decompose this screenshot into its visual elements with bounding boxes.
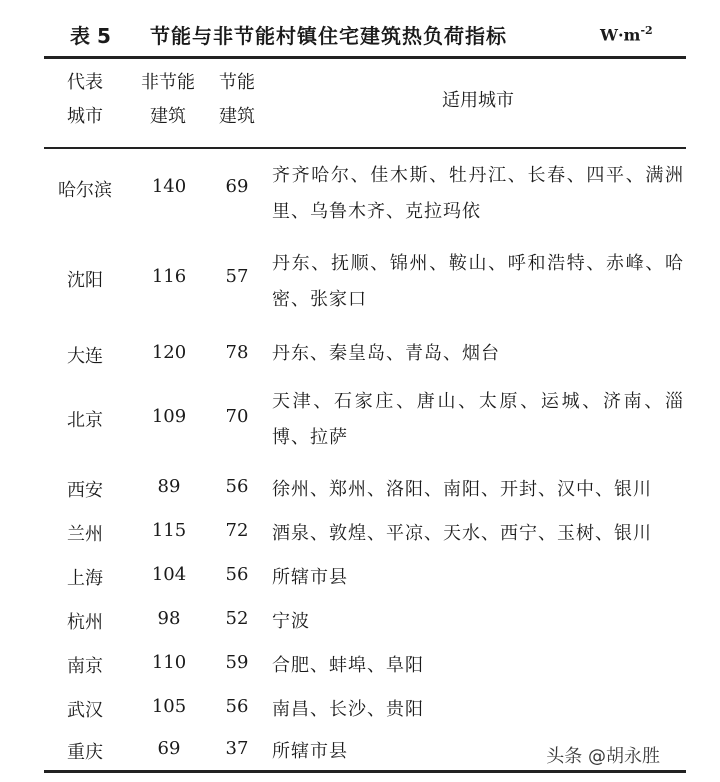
row-energy: 37 (225, 738, 249, 759)
row-applicable: 南昌、长沙、贵阳 (272, 699, 424, 720)
row-non-energy: 110 (151, 652, 187, 673)
unit-exponent: -2 (640, 24, 653, 37)
header-rule (44, 147, 686, 149)
bottom-rule (44, 770, 686, 773)
row-applicable: 合肥、蚌埠、阜阳 (272, 655, 424, 676)
row-city: 北京 (67, 410, 103, 431)
header-city-line2: 城市 (67, 106, 103, 127)
row-applicable: 天津、石家庄、唐山、太原、运城、济南、淄博、拉萨 (272, 391, 684, 448)
top-rule (44, 56, 686, 59)
row-energy: 70 (225, 406, 249, 427)
table-row (44, 604, 686, 640)
row-non-energy: 116 (151, 266, 187, 287)
row-city: 哈尔滨 (58, 180, 112, 201)
table-row (44, 246, 686, 318)
row-city: 上海 (67, 568, 103, 589)
row-city: 武汉 (67, 700, 103, 721)
header-non-energy-line1: 非节能 (141, 72, 195, 93)
row-city: 沈阳 (67, 270, 103, 291)
table-row (44, 384, 686, 456)
row-energy: 72 (225, 520, 249, 541)
row-city: 重庆 (67, 742, 103, 763)
table-row (44, 336, 686, 372)
header-energy-line1: 节能 (219, 72, 255, 93)
row-non-energy: 104 (151, 564, 187, 585)
row-city: 杭州 (67, 612, 103, 633)
row-applicable: 所辖市县 (272, 567, 348, 588)
table-row (44, 692, 686, 728)
row-non-energy: 109 (151, 406, 187, 427)
header-non-energy (128, 66, 208, 134)
row-applicable: 酒泉、敦煌、平凉、天水、西宁、玉树、银川 (272, 523, 652, 544)
row-non-energy: 98 (157, 608, 181, 629)
row-non-energy: 140 (151, 176, 187, 197)
row-energy: 56 (225, 696, 249, 717)
row-energy: 56 (225, 564, 249, 585)
table-caption (0, 14, 720, 50)
table-row (44, 560, 686, 596)
row-applicable: 宁波 (272, 611, 310, 632)
header-non-energy-line2: 建筑 (150, 106, 186, 127)
table-row (44, 158, 686, 230)
table-unit (600, 24, 653, 44)
header-city (50, 66, 120, 134)
row-energy: 57 (225, 266, 249, 287)
unit-base: W·m (600, 25, 641, 45)
table-row (44, 648, 686, 684)
row-city: 西安 (67, 480, 103, 501)
row-non-energy: 115 (151, 520, 187, 541)
row-energy: 59 (225, 652, 249, 673)
row-city: 大连 (67, 346, 103, 367)
row-non-energy: 105 (151, 696, 187, 717)
row-city: 南京 (67, 656, 103, 677)
row-applicable: 所辖市县 (272, 741, 348, 762)
table-row (44, 516, 686, 552)
row-energy: 69 (225, 176, 249, 197)
row-city: 兰州 (67, 524, 103, 545)
row-applicable: 丹东、抚顺、锦州、鞍山、呼和浩特、赤峰、哈密、张家口 (272, 253, 684, 310)
row-energy: 78 (225, 342, 249, 363)
row-applicable: 齐齐哈尔、佳木斯、牡丹江、长春、四平、满洲里、乌鲁木齐、克拉玛依 (272, 165, 684, 222)
header-energy (212, 66, 262, 134)
row-applicable: 丹东、秦皇岛、青岛、烟台 (272, 343, 500, 364)
watermark-text: 头条 @胡永胜 (546, 746, 660, 767)
row-non-energy: 120 (151, 342, 187, 363)
row-energy: 56 (225, 476, 249, 497)
row-non-energy: 89 (157, 476, 181, 497)
header-city-line1: 代表 (67, 72, 103, 93)
header-applicable: 适用城市 (442, 90, 514, 111)
header-energy-line2: 建筑 (219, 106, 255, 127)
row-applicable: 徐州、郑州、洛阳、南阳、开封、汉中、银川 (272, 479, 652, 500)
table-number: 表 5 (70, 24, 111, 48)
row-energy: 52 (225, 608, 249, 629)
table-row (44, 472, 686, 508)
row-non-energy: 69 (157, 738, 181, 759)
table-title: 节能与非节能村镇住宅建筑热负荷指标 (150, 24, 507, 48)
